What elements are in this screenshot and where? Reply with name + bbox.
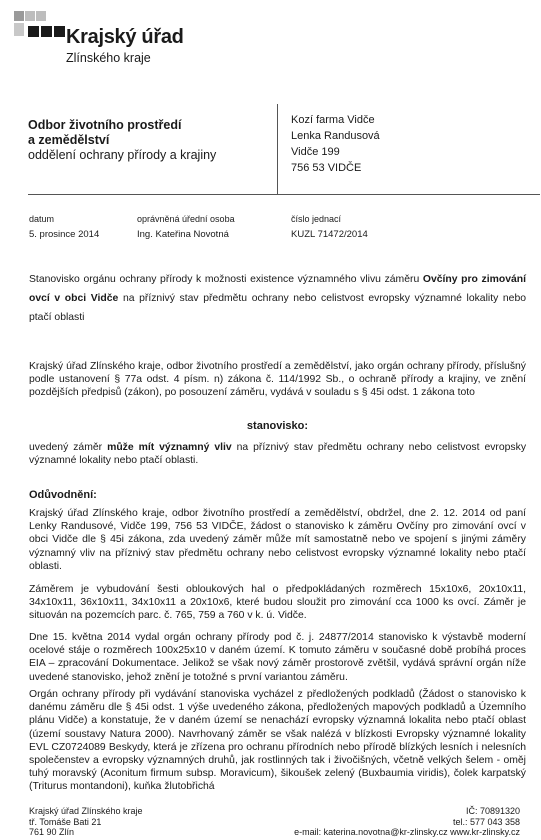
header-divider-vertical (277, 104, 278, 194)
department-name-line1: Odbor životního prostředí (28, 118, 182, 132)
footer-line: Krajský úřad Zlínského kraje (29, 806, 143, 816)
official-block (137, 212, 235, 242)
footer-contact (294, 806, 520, 838)
reference-block (291, 212, 368, 242)
subject-project-name: Ovčíny pro zimování ovcí v obci Vidče (29, 274, 526, 304)
footer-email-web: e-mail: katerina.novotna@kr-zlinsky.cz www.kr-zlinsky.cz (294, 827, 520, 837)
footer-line: tř. Tomáše Bati 21 (29, 816, 102, 827)
recipient-line: Vidče 199 (291, 146, 340, 158)
subject (29, 270, 526, 327)
department-name-line2: a zemědělství (28, 133, 110, 147)
reasoning-paragraph: Krajský úřad Zlínského kraje, odbor životního prostředí a zemědělství, obdržel, dne 2. 12. 2014 od paní Lenky Randusové, Vidče 199, 756 53 VIDČE, žádost o stanovisko k záměru Ovčíny pro zimování ovcí v obci Vidče dle § 45i zákona, zda uvedený záměr může mít samostatně nebo ve spojení s jinými záměry významný vliv na příznivý stav předmětu ochrany nebo celistvost evropsky významné lokality nebo ptačí oblasti. (29, 508, 526, 572)
verdict-text-cont: na příznivý stav předmětu ochrany nebo celistvost evropsky významné lokality nebo ptačí oblasti. (29, 442, 527, 467)
verdict-text: uvedený záměr (29, 442, 103, 453)
reasoning-heading: Odůvodnění: (29, 489, 97, 501)
reasoning-paragraph: Orgán ochrany přírody při vydávání stanoviska vycházel z předložených podkladů (Žádost o stanovisko k danému záměru dle § 45i odst. 1 výše uvedeného zákona, předložených mapových podkladů a Územního plánu Vidče) a konstatuje, že v daném území se nenachází evropsky významná lokalita nebo ptačí oblast (území soustavy Natura 2000). Navrhovaný záměr se však nalézá v blízkosti Evropsky významné lokality EVL CZ0724089 Beskydy, která je zřízena pro ochranu přírodních nebo přírodě blízkých lesních i nelesních společenstev a evropsky významných druhů, jak rostlinných tak i živočišných, včetně velkých šelem - oměj tuhý moravský (Aconitum firmum subsp. Moravicum), šikoušek zelený (Buxbaumia viridis), čolek karpatský (Triturus montandoni), kuňka žlutobřichá (29, 689, 526, 793)
subject-text: Stanovisko orgánu ochrany přírody k možnosti existence významného vlivu záměru (29, 274, 420, 285)
logo-squares-icon (14, 11, 66, 37)
date-value: 5. prosince 2014 (29, 229, 100, 240)
department-block (28, 118, 216, 163)
reasoning-paragraph: Dne 15. května 2014 vydal orgán ochrany přírody pod č. j. 24877/2014 stanovisko k výstavbě moderní ocelové stáje o rozměrech 100x25x10 v daném území. K tomuto záměru v současné době probíhá proces EIA – zpracování Dokumentace. Jelikož se však nový záměr prostorově zvětšil, vydává správní orgán níže uvedené stanovisko, jehož znění je totožné s první variantou záměru. (29, 632, 526, 683)
header-divider-horizontal (28, 194, 540, 195)
date-label: datum (29, 214, 55, 224)
footer-line: 761 90 Zlín (29, 827, 75, 837)
recipient-line: Lenka Randusová (291, 130, 380, 142)
logo-subtitle: Zlínského kraje (66, 51, 151, 65)
recipient-line: 756 53 VIDČE (291, 162, 362, 174)
footer-address (29, 806, 143, 838)
verdict-bold: může mít významný vliv (107, 442, 232, 453)
subject-text-cont: na příznivý stav předmětu ochrany nebo celistvost evropsky významné lokality nebo ptačí oblasti (29, 293, 527, 323)
reasoning-paragraph: Záměrem je vybudování šesti obloukových hal o předpokládaných rozměrech 15x10x6, 20x10x11, 34x10x11, 36x10x11, 34x10x11 a 20x10x6, které budou sloužit pro zimování cca 1000 ks ovcí. Záměr je situován na pozemcích parc. č. 765, 759 a 760 v k. ú. Vidče. (29, 584, 526, 622)
footer-ic: IČ: 70891320 (465, 806, 520, 816)
intro-paragraph: Krajský úřad Zlínského kraje, odbor životního prostředí a zemědělství, jako orgán ochrany přírody, příslušný podle ustanovení § 77a odst. 4 písm. n) zákona č. 114/1992 Sb., o ochraně přírody a krajiny, ve znění pozdějších předpisů (zákon), po posouzení záměru, vydává v souladu s § 45i odst. 1 zákona toto (29, 361, 526, 399)
reference-label: číslo jednací (291, 214, 342, 224)
date-block (29, 212, 99, 242)
logo-title: Krajský úřad (66, 26, 184, 48)
official-value: Ing. Kateřina Novotná (137, 229, 229, 240)
footer-phone: tel.: 577 043 358 (452, 816, 520, 827)
official-label: oprávněná úřední osoba (137, 214, 235, 224)
verdict-paragraph (29, 441, 526, 467)
reference-value: KUZL 71472/2014 (291, 229, 368, 240)
stanovisko-heading: stanovisko: (246, 420, 309, 432)
recipient-address (291, 112, 380, 176)
department-section: oddělení ochrany přírody a krajiny (28, 148, 217, 162)
recipient-line: Kozí farma Vidče (291, 114, 375, 126)
